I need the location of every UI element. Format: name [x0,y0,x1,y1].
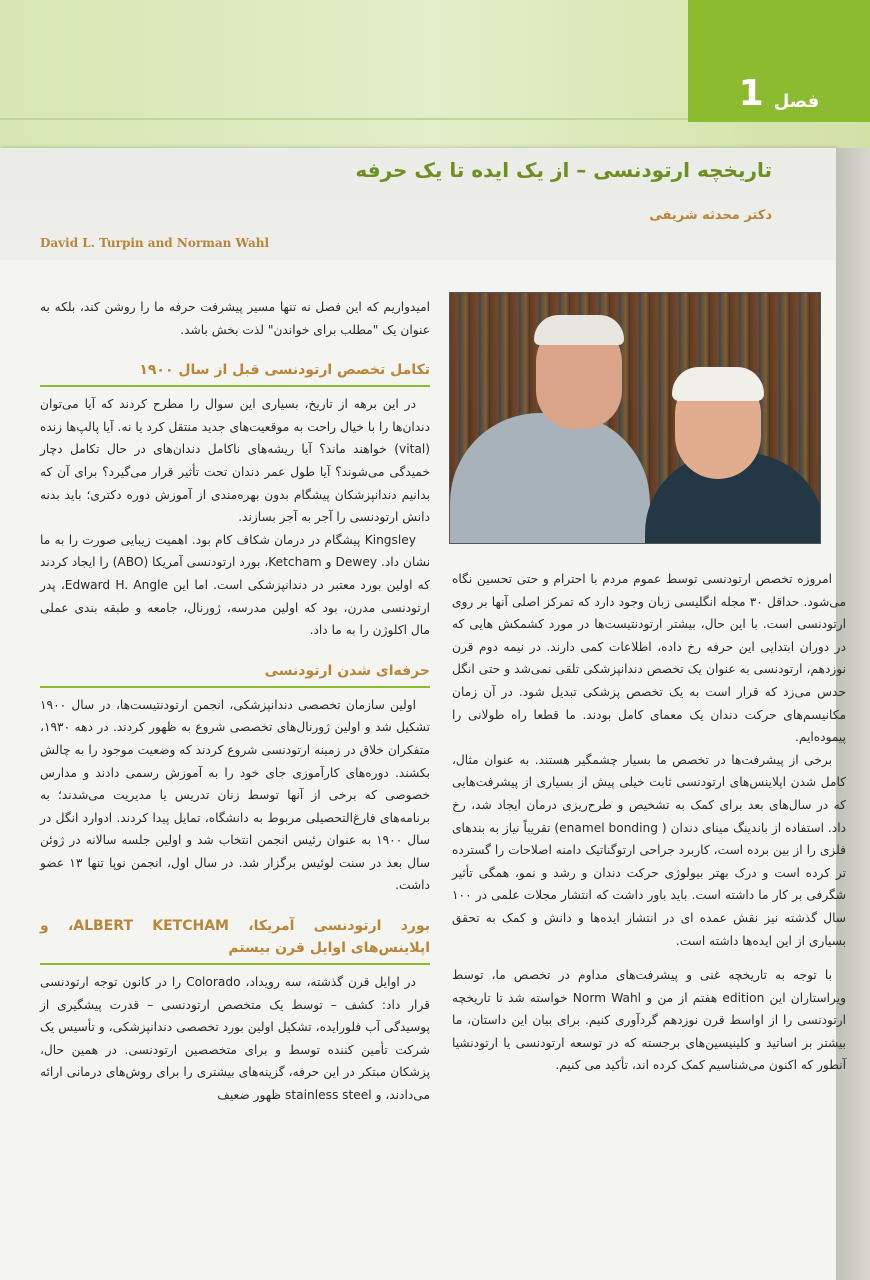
paragraph: در این برهه از تاریخ، بسیاری این سوال را مطرح کردند که آیا می‌توان دندان‌ها را با خیال راحت به موقعیت‌های جدید منتقل کرد یا نه. آیا پالپ‌ها زنده (vital) خواهند ماند؟ آیا ریشه‌های ناکامل دندان‌های در حال تکامل دچار خمیدگی می‌شوند؟ آیا طول عمر دندان تحت تأثیر قرار می‌گیرد؟ برای آن که بدانیم دندانپزشکان پیشگام بدون بهره‌مندی از آموزش دوره دکتری؛ باید بدنه دانش ارتودنسی را آجر به آجر بسازند. [40,397,430,525]
section-heading: بورد ارتودنسی آمریکا، ALBERT KETCHAM، و اپلاینس‌های اوایل قرن بیستم [40,915,430,965]
paragraph: با توجه به تاریخچه غنی و پیشرفت‌های مداوم در تخصص ما، توسط ویراستاران این edition هفتم از من و Norm Wahl خواسته شد تا تاریخچه ارتودنسی را از اواسط قرن نوزدهم گردآوری کنیم. برای بیان این داستان، ما بیشتر بر اساتید و کلینیسین‌های برجسته که در توسعه ارتودنسی یا ارتودنشیا آنطور که اکنون می‌شناسیم کمک کرده اند، تأکید می کنیم. [452,968,846,1073]
authors-photo [449,292,821,544]
paragraph: برخی از پیشرفت‌ها در تخصص ما بسیار چشمگیر هستند. به عنوان مثال، کامل شدن اپلاینس‌های ارتودنسی ثابت خیلی پیش از بسیاری از پیشرفت‌هایی که در سال‌های بعد برای کمک به تشخیص و طرح‌ریزی درمان ایجاد شد، رخ داد. استفاده از باندینگ مینای دندان ( enamel bonding) تقریباً نیاز به بندهای فلزی را از بین برده است، کاربرد جراحی ارتوگناتیک دامنه اصلاحات را گسترده تر کرده است و درک بهتر بیولوژی حرکت دندان و رشد و نمو، همگی تأثیر شگرفی بر کار ما داشته است. باید باور داشت که انتشار مجلات علمی در ۱۰۰ سال گذشته نیز نقش عمده ای در انتشار ایده‌ها و دانش و کمک به تحقق بسیاری از این ایده‌ها داشته است. [452,752,847,948]
person-left-hair [534,315,624,345]
original-authors: David L. Turpin and Norman Wahl [40,236,270,250]
person-right-hair [672,367,764,401]
section-heading: حرفه‌ای شدن ارتودنسی [40,660,430,688]
paragraph: Kingsley پیشگام در درمان شکاف کام بود. اهمیت زیبایی صورت را به ما نشان داد. Dewey و Ketcham، بورد ارتودنسی آمریکا (ABO) را ایجاد کردند که اولین بورد معتبر در دندانپزشکی است. اما این Edward H. Angle، پدر ارتودنسی مدرن، بود که اولین مدرسه، ژورنال، جامعه و طبقه بندی عملی مال اکلوژن را به ما داد. [40,532,430,638]
intro-paragraph: امیدواریم که این فصل نه تنها مسیر پیشرفت حرفه ما را روشن کند، بلکه به عنوان یک "مطلب برای خواندن" لذت بخش باشد. [40,300,430,337]
chapter-label: فصل [773,91,820,112]
chapter-number: 1 [738,73,764,114]
chapter-tab [688,0,870,122]
chapter-title: تاریخچه ارتودنسی – از یک ایده تا یک حرفه [355,158,772,182]
left-column [40,296,430,1107]
translator-name: دکتر محدثه شریفی [649,208,772,223]
paragraph: اولین سازمان تخصصی دندانپزشکی، انجمن ارتودنتیست‌ها، در سال ۱۹۰۰ تشکیل شد و اولین ژورنال‌های تخصصی شروع به ظهور کردند. در دهه ۱۹۳۰، متفکران خلاق در زمینه ارتودنسی شروع کردند که وضعیت موجود را به چالش بکشند. دوره‌های کارآموزی جای خود را به آموزش رسمی دادند و مدارس خصوصی که برخی از آنها توسط زنان تدریس یا مدیریت می‌شدند؛ به برنامه‌های فارغ‌التحصیلی مربوط به دانشگاه، تمایل پیدا کردند. ادوارد انگل در سال ۱۹۰۰ به عنوان رئیس انجمن انتخاب شد و اولین جلسه سالانه در ژوئن سال بعد در سنت لوئیس برگزار شد. در سال اول، انجمن نوپا تنها ۱۳ عضو داشت. [40,697,431,893]
paragraph: در اوایل قرن گذشته، سه رویداد، Colorado را در کانون توجه ارتودنسی قرار داد: کشف – توسط یک متخصص ارتودنسی – قدرت پیشگیری از پوسیدگی آب فلورایده، تشکیل اولین بورد تخصصی دندانپزشکی، و تأسیس یک شرکت تأمین کننده توسط و برای متخصصین ارتودنسی. در همین حال، پزشکان مبتکر در این حرفه، گزینه‌های بیشتری را برای روش‌های درمانی ارائه می‌دادند، و stainless steel ظهور ضعیف [40,975,430,1103]
section-heading: تکامل تخصص ارتودنسی قبل از سال ۱۹۰۰ [40,359,430,387]
right-column [452,568,846,1077]
paragraph: امروزه تخصص ارتودنسی توسط عموم مردم با احترام و حتی تحسین نگاه می‌شود. حداقل ۳۰ مجله انگلیسی زبان وجود دارد که تمرکز اصلی آنها بر روی ارتودنسی است. با این حال، بیشتر ارتودنتیست‌ها در مورد کشمکش هایی که در دوران ابتدایی این حرفه رخ داده، اطلاعات کمی دارند. در نیمه دوم قرن نوزدهم، ارتودنسی به عنوان یک تخصص دندانپزشکی تلقی نمی‌شد و حتی انگل حدس می‌زد که قرار است به یک تخصص پزشکی تبدیل شود. در آن زمان مکانیسم‌های حرکت دندان یک معمای کامل بودند. ما قطعا راه طولانی را پیموده‌ایم. [452,572,846,745]
